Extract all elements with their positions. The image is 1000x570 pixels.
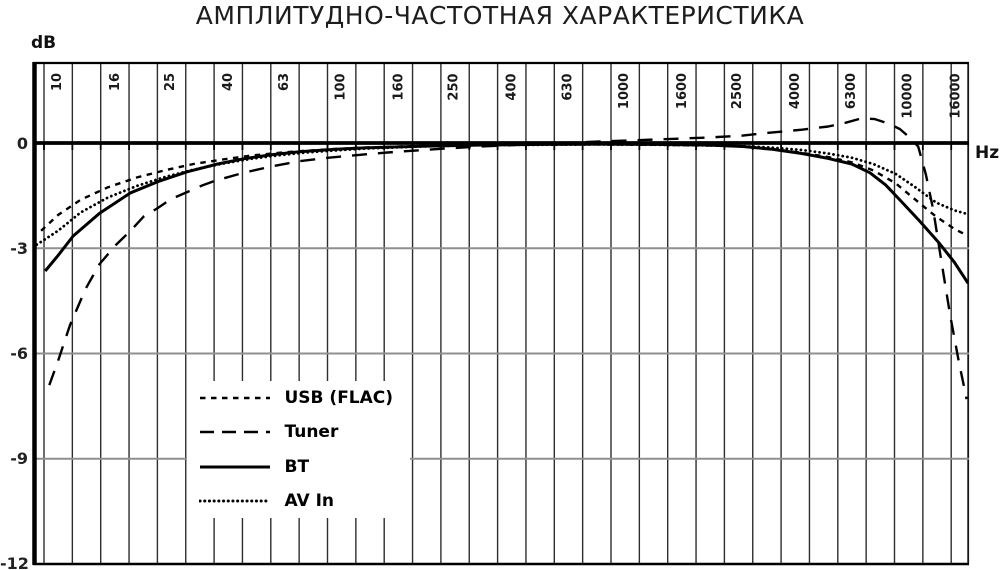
x-tick-label: 250: [446, 72, 462, 101]
chart-title: АМПЛИТУДНО-ЧАСТОТНАЯ ХАРАКТЕРИСТИКА: [195, 1, 805, 30]
x-tick-label: 1000: [617, 72, 633, 110]
x-tick-label: 25: [163, 72, 179, 92]
y-tick-label: -9: [10, 449, 28, 469]
legend-line-sample-dash-long: [199, 428, 271, 436]
legend-label: BT: [284, 456, 310, 477]
y-tick-label: -3: [10, 238, 28, 258]
x-axis-unit-label: Hz: [975, 143, 1000, 163]
x-tick-label: 1600: [675, 72, 691, 110]
legend-item-av-in: [187, 484, 410, 518]
x-tick-label: 400: [504, 72, 520, 101]
legend-item-usb-flac: [187, 381, 410, 415]
x-tick-label: 16: [108, 72, 124, 92]
legend-label: Tuner: [284, 422, 339, 443]
x-tick-label: 2500: [730, 72, 746, 110]
legend-item-tuner: [187, 415, 410, 449]
legend-item-bt: [187, 450, 410, 484]
x-tick-label: 16000: [948, 72, 964, 119]
legend-line-sample-dotted: [199, 497, 271, 505]
x-tick-label: 160: [391, 72, 407, 101]
x-tick-label: 63: [276, 72, 292, 92]
x-tick-label: 6300: [843, 72, 859, 110]
legend-box: [187, 381, 410, 518]
y-axis-unit-label: dB: [31, 33, 57, 53]
x-tick-label: 630: [560, 72, 576, 101]
y-tick-label: -6: [10, 343, 28, 363]
x-tick-label: 100: [333, 72, 349, 101]
y-tick-label: -12: [0, 554, 29, 570]
series-curve-tuner: [49, 118, 966, 399]
legend-line-sample-dash-small: [199, 394, 271, 402]
x-tick-label: 10: [50, 72, 66, 92]
x-tick-label: 10000: [900, 72, 916, 119]
legend-label: AV In: [284, 490, 335, 511]
x-tick-label: 40: [220, 72, 236, 92]
y-tick-label: 0: [16, 133, 28, 153]
x-tick-label: 4000: [787, 72, 803, 110]
legend-line-sample-solid: [199, 463, 271, 471]
legend-label: USB (FLAC): [284, 388, 394, 409]
